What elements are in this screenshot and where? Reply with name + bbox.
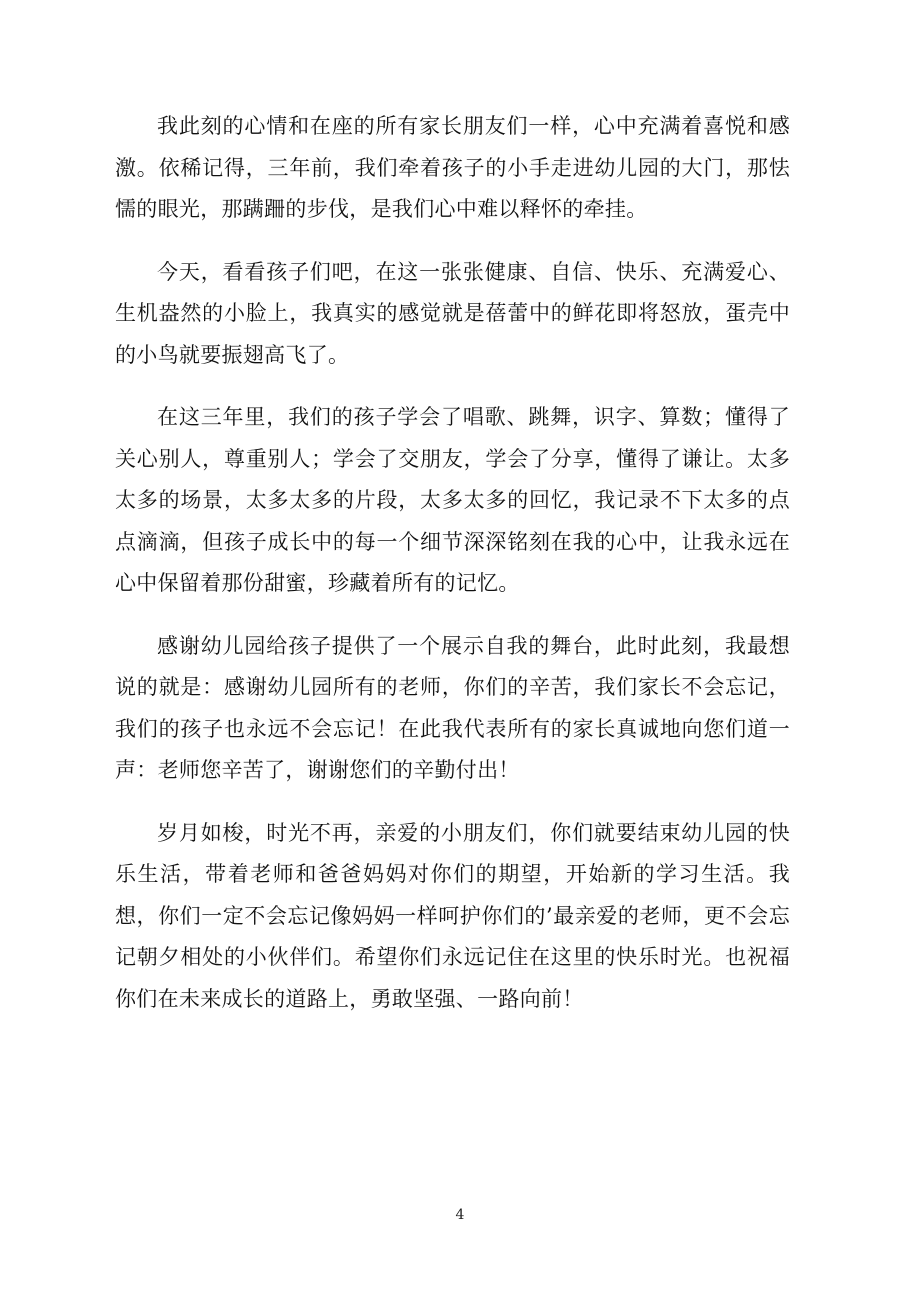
paragraph-1: 我此刻的心情和在座的所有家长朋友们一样，心中充满着喜悦和感激。依稀记得，三年前，我们牵着孩子的小手走进幼儿园的大门，那怯懦的眼光，那蹒跚的步伐，是我们心中难以释怀的牵挂。 [115,114,790,221]
document-body [115,106,790,1041]
paragraph-4: 感谢幼儿园给孩子提供了一个展示自我的舞台，此时此刻，我最想说的就是：感谢幼儿园所有的老师，你们的辛苦，我们家长不会忘记，我们的孩子也永远不会忘记！在此我代表所有的家长真诚地向您们道一声：老师您辛苦了，谢谢您们的辛勤付出！ [115,633,790,782]
paragraph-3: 在这三年里，我们的孩子学会了唱歌、跳舞，识字、算数；懂得了关心别人，尊重别人；学会了交朋友，学会了分享，懂得了谦让。太多太多的场景，太多太多的片段，太多太多的回忆，我记录不下太多的点点滴滴，但孩子成长中的每一个细节深深铭刻在我的心中，让我永远在心中保留着那份甜蜜，珍藏着所有的记忆。 [115,405,790,595]
paragraph-2: 今天，看看孩子们吧，在这一张张健康、自信、快乐、充满爱心、生机盎然的小脸上，我真实的感觉就是蓓蕾中的鲜花即将怒放，蛋壳中的小鸟就要振翅高飞了。 [115,259,790,367]
paragraph-5: 岁月如梭，时光不再，亲爱的小朋友们，你们就要结束幼儿园的快乐生活，带着老师和爸爸妈妈对你们的期望，开始新的学习生活。我想，你们一定不会忘记像妈妈一样呵护你们的’最亲爱的老师，更不会忘记朝夕相处的小伙伴们。希望你们永远记住在这里的快乐时光。也祝福你们在未来成长的道路上，勇敢坚强、一路向前！ [115,820,790,1011]
page-number: 4 [455,1207,465,1223]
